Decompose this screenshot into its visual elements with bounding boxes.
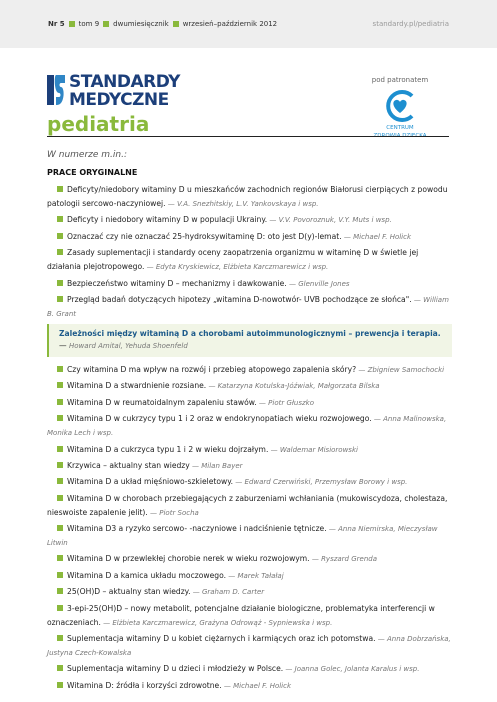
article-title: Suplementacja witaminy D u dzieci i młodzieży w Polsce. xyxy=(67,664,284,674)
featured-article-title: Zależności między witaminą D a chorobami autoimmunologicznymi – prewencja i terapia. xyxy=(59,328,441,338)
journal-title: pediatria xyxy=(47,112,150,136)
standardy-medyczne-logo xyxy=(47,72,247,112)
article-item[interactable] xyxy=(47,277,452,291)
issue-number: Nr 5 xyxy=(48,20,65,28)
green-square-icon xyxy=(57,495,63,501)
article-authors: Edward Czerwiński, Przemysław Borowy i wsp. xyxy=(244,478,408,487)
green-square-icon xyxy=(57,525,63,531)
article-title: Witamina D a układ mięśniowo-szkieletowy. xyxy=(67,477,234,487)
article-title: Witamina D w przewlekłej chorobie nerek w wieku rozwojowym. xyxy=(67,554,310,564)
author-dash: — xyxy=(375,635,387,644)
green-square-icon xyxy=(57,366,63,372)
logo-line-2: MEDYCZNE xyxy=(69,90,169,110)
header-divider xyxy=(47,136,449,137)
issue-info xyxy=(48,20,277,28)
article-title: Witamina D: źródła i korzyści zdrowotne. xyxy=(67,680,222,690)
article-authors: Edyta Kryskiewicz, Elżbieta Karczmarewicz i wsp. xyxy=(155,263,329,272)
green-square-icon xyxy=(57,186,63,192)
green-square-icon xyxy=(57,415,63,421)
czd-heart-logo-icon xyxy=(382,88,418,124)
author-dash: — xyxy=(59,340,70,350)
featured-article-authors: Howard Amital, Yehuda Shoenfeld xyxy=(69,341,188,350)
article-item[interactable] xyxy=(47,522,452,550)
article-authors: Katarzyna Kotulska-Jóźwiak, Małgorzata Bilska xyxy=(217,382,380,391)
site-url[interactable]: standardy.pl/pediatria xyxy=(372,20,449,28)
article-title: Witamina D a cukrzyca typu 1 i 2 w wieku dojrzałym. xyxy=(67,444,269,454)
patron-org-line-1: CENTRUM xyxy=(386,125,414,131)
article-authors: Marek Tałałaj xyxy=(237,571,284,580)
article-title: Zasady suplementacji i standardy oceny zaopatrzenia organizmu w witaminę D w świetle jej działania plejotropowego. xyxy=(47,248,419,272)
article-item[interactable] xyxy=(47,293,452,321)
top-bar xyxy=(0,0,497,48)
period: wrzesień–październik 2012 xyxy=(182,20,278,28)
patronage xyxy=(350,76,450,140)
logo-mark-icon xyxy=(47,75,65,105)
article-authors: Michael F. Holick xyxy=(233,681,292,690)
green-square-icon xyxy=(57,233,63,239)
article-title: Przegląd badań dotyczących hipotezy „witamina D-nowotwór- UVB pochodzące ze słońca". xyxy=(67,294,412,304)
author-dash: — xyxy=(256,398,269,407)
article-title: Witamina D w chorobach przebiegających z zaburzeniami wchłaniania (mukowiscydoza, cholestaza, nieswoiste zapalenie jelit). xyxy=(47,493,448,517)
logo-line-1: STANDARDY xyxy=(69,72,180,92)
green-square-icon xyxy=(57,665,63,671)
article-authors: Piotr Głuszko xyxy=(268,398,314,407)
article-title: Bezpieczeństwo witaminy D – mechanizmy i dawkowanie. xyxy=(67,278,287,288)
contents-list xyxy=(47,183,452,695)
article-item[interactable] xyxy=(47,213,452,227)
author-dash: — xyxy=(189,461,202,470)
article-item[interactable] xyxy=(47,396,452,410)
article-authors: Waldemar Misiorowski xyxy=(279,445,358,454)
article-title: Witamina D w cukrzycy typu 1 i 2 oraz w endokrynopatiach wieku rozwojowego. xyxy=(67,414,372,424)
green-square-icon xyxy=(103,21,109,27)
green-square-icon xyxy=(57,446,63,452)
author-dash: — xyxy=(411,295,424,304)
intro-text: W numerze m.in.: xyxy=(47,150,128,160)
article-title: 3-epi-25(OH)D – nowy metabolit, potencjalne działanie biologiczne, problematyka interferencji w oznaczeniach. xyxy=(47,603,435,627)
articles-before xyxy=(47,183,452,321)
article-item[interactable] xyxy=(47,459,452,473)
article-item[interactable] xyxy=(47,475,452,489)
author-dash: — xyxy=(356,365,368,374)
green-square-icon xyxy=(57,216,63,222)
author-dash: — xyxy=(283,665,295,674)
article-authors: V.A. Snezhitskiy, L.V. Yankovskaya i wsp. xyxy=(177,200,319,208)
article-title: Witamina D3 a ryzyko sercowo- -naczyniowe i nadciśnienie tętnicze. xyxy=(67,524,327,534)
volume: tom 9 xyxy=(78,20,100,28)
green-square-icon xyxy=(57,399,63,405)
article-title: Deficyty/niedobory witaminy D u mieszkańców zachodnich regionów Białorusi cierpiących z powodu patologii sercowo-naczyniowej. xyxy=(47,185,448,208)
article-title: Czy witamina D ma wpływ na rozwój i przebieg atopowego zapalenia skóry? xyxy=(67,364,357,374)
article-item[interactable] xyxy=(47,183,452,211)
article-authors: Elżbieta Karczmarewicz, Grażyna Odrowąż - Sypniewska i wsp. xyxy=(112,618,333,627)
article-item[interactable] xyxy=(47,602,452,630)
author-dash: — xyxy=(221,681,234,690)
green-square-icon xyxy=(57,462,63,468)
article-authors: V.V. Povoroznuk, V.Y. Muts i wsp. xyxy=(278,216,392,225)
green-square-icon xyxy=(57,382,63,388)
article-authors: Ryszard Grenda xyxy=(321,555,378,564)
article-title: 25(OH)D – aktualny stan wiedzy. xyxy=(67,587,191,597)
featured-article[interactable] xyxy=(47,324,452,357)
article-authors: Milan Bayer xyxy=(201,461,243,470)
green-square-icon xyxy=(57,478,63,484)
green-square-icon xyxy=(57,588,63,594)
article-item[interactable] xyxy=(47,632,452,660)
author-dash: — xyxy=(286,279,299,288)
article-item[interactable] xyxy=(47,552,452,566)
article-title: Oznaczać czy nie oznaczać 25-hydroksywitaminę D: oto jest D(y)-lemat. xyxy=(67,231,342,241)
author-dash: — xyxy=(371,415,384,424)
article-authors: Joanna Golec, Jolanta Karalus i wsp. xyxy=(294,665,420,674)
frequency: dwumiesięcznik xyxy=(113,20,169,28)
article-item[interactable] xyxy=(47,443,452,457)
article-item[interactable] xyxy=(47,412,452,440)
article-item[interactable] xyxy=(47,246,452,274)
green-square-icon xyxy=(173,21,179,27)
article-item[interactable] xyxy=(47,662,452,676)
author-dash: — xyxy=(233,478,245,487)
green-square-icon xyxy=(57,555,63,561)
article-item[interactable] xyxy=(47,230,452,244)
author-dash: — xyxy=(147,508,160,517)
article-authors: Graham D. Carter xyxy=(201,588,265,597)
article-item[interactable] xyxy=(47,569,452,583)
author-dash: — xyxy=(165,200,177,208)
article-authors: Anna Dobrzańska, Justyna Czech-Kowalska xyxy=(47,635,451,658)
article-title: Witamina D w reumatoidalnym zapaleniu stawów. xyxy=(67,397,257,407)
article-authors: Anna Niemirska, Mieczysław Litwin xyxy=(47,525,438,548)
article-item[interactable] xyxy=(47,363,452,377)
author-dash: — xyxy=(144,263,156,272)
article-item[interactable] xyxy=(47,585,452,599)
article-title: Deficyty i niedobory witaminy D w populacji Ukrainy. xyxy=(67,215,268,225)
article-authors: Zbigniew Samochocki xyxy=(367,365,445,374)
article-title: Krzywica – aktualny stan wiedzy xyxy=(67,460,190,470)
author-dash: — xyxy=(341,232,354,241)
patronage-label: pod patronatem xyxy=(371,76,429,84)
green-square-icon xyxy=(69,21,75,27)
author-dash: — xyxy=(326,525,339,534)
author-dash: — xyxy=(268,445,280,454)
article-item[interactable] xyxy=(47,492,452,520)
author-dash: — xyxy=(206,382,218,391)
author-dash: — xyxy=(226,571,238,580)
article-authors: William B. Grant xyxy=(47,295,449,318)
green-square-icon xyxy=(57,682,63,688)
author-dash: — xyxy=(309,555,322,564)
article-title: Witamina D a stwardnienie rozsiane. xyxy=(67,381,207,391)
article-title: Witamina D a kamica układu moczowego. xyxy=(67,570,227,580)
green-square-icon xyxy=(57,572,63,578)
article-authors: Michael F. Holick xyxy=(353,232,412,241)
section-heading: PRACE ORYGINALNE xyxy=(47,168,138,177)
article-authors: Anna Malinowska, Monika Lech i wsp. xyxy=(47,415,447,438)
green-square-icon xyxy=(57,296,63,302)
green-square-icon xyxy=(57,635,63,641)
author-dash: — xyxy=(190,588,202,597)
article-item[interactable] xyxy=(47,679,452,693)
articles-after xyxy=(47,363,452,693)
green-square-icon xyxy=(57,249,63,255)
green-square-icon xyxy=(57,280,63,286)
article-title: Suplementacja witaminy D u kobiet ciężarnych i karmiących oraz ich potomstwa. xyxy=(67,634,376,644)
author-dash: — xyxy=(100,618,113,627)
article-authors: Glenville Jones xyxy=(298,279,350,288)
author-dash: — xyxy=(267,216,279,225)
green-square-icon xyxy=(57,605,63,611)
article-authors: Piotr Socha xyxy=(159,508,199,517)
article-item[interactable] xyxy=(47,379,452,393)
